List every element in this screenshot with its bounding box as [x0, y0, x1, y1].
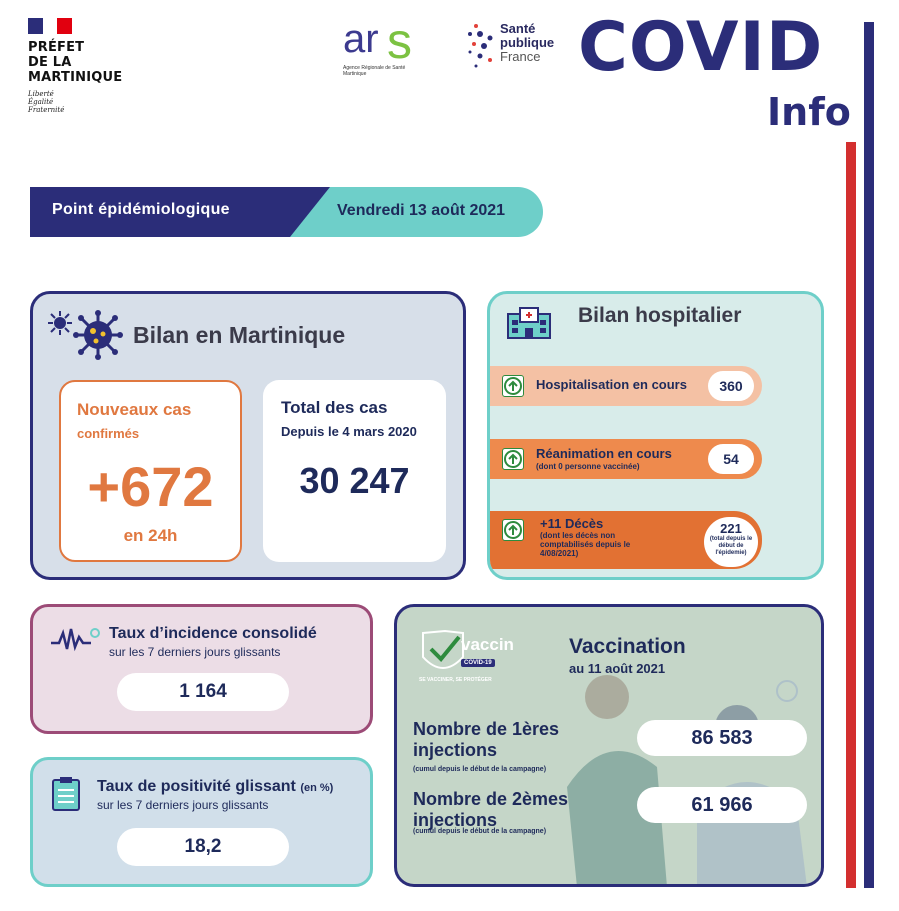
- card-bilan-martinique: [30, 291, 466, 580]
- small-virus-icon: [47, 310, 73, 336]
- deces-row: [490, 511, 762, 569]
- spf-logo: [466, 20, 576, 72]
- total-cas-value: 30 247: [299, 460, 410, 501]
- prefet-line-3: MARTINIQUE: [28, 70, 123, 85]
- positivite-title: [97, 778, 333, 796]
- pulse-icon: [49, 625, 101, 653]
- reanimation-label: Réanimation en cours: [536, 446, 672, 461]
- positivite-sub: sur les 7 derniers jours glissants: [97, 798, 269, 812]
- hospitalisation-value: 360: [708, 371, 754, 401]
- spf-text: Santé publique France: [500, 21, 555, 64]
- prefet-line-1: PRÉFET: [28, 40, 85, 55]
- incidence-value: 1 164: [117, 673, 289, 711]
- nouveaux-cas-title: Nouveaux cas: [77, 400, 192, 419]
- card-bilan-hospitalier: [487, 291, 824, 580]
- ars-logo: [343, 18, 433, 77]
- virus-icon: [73, 310, 123, 360]
- bilan-hospitalier-title: Bilan hospitalier: [578, 304, 742, 327]
- svg-text:s: s: [387, 18, 412, 62]
- deces-value: 221: [720, 521, 742, 536]
- reanimation-value: 54: [708, 444, 754, 474]
- nouveaux-cas-box: [59, 380, 242, 562]
- first-injection-note: (cumul depuis le début de la campagne): [413, 766, 547, 773]
- covid-title: COVID: [578, 8, 824, 87]
- vaccination-date: au 11 août 2021: [569, 661, 666, 676]
- deces-sub: (dont les décès non comptabilisés depuis le 4/08/2021): [540, 531, 631, 558]
- positivite-unit: (en %): [300, 782, 334, 794]
- vaccin-badge-tag: COVID-19: [461, 659, 495, 667]
- second-injection-label: Nombre de 2èmes injections: [413, 789, 569, 830]
- hospitalisation-label: Hospitalisation en cours: [536, 377, 687, 392]
- clipboard-icon: [51, 776, 81, 812]
- deces-value-sub: (total depuis le début de l'épidemie): [709, 536, 753, 556]
- nouveaux-cas-period: en 24h: [123, 526, 178, 545]
- blue-bar: [864, 22, 874, 888]
- banner-title: Point épidémiologique: [52, 201, 230, 218]
- deces-label: +11 Décès: [540, 516, 604, 531]
- vaccin-badge-text: vaccin: [461, 635, 514, 654]
- nouveaux-cas-value: +672: [87, 455, 214, 518]
- arrow-up-icon: [502, 519, 524, 541]
- total-cas-sub: Depuis le 4 mars 2020: [281, 424, 417, 439]
- card-vaccination: [394, 604, 824, 887]
- date-banner: [30, 187, 543, 237]
- svg-text:ar: ar: [343, 18, 379, 61]
- prefet-line-2: DE LA: [28, 55, 72, 70]
- hospitalisation-row: [490, 366, 762, 406]
- first-injection-label: Nombre de 1ères injections: [413, 719, 560, 760]
- arrow-up-icon: [502, 448, 524, 470]
- ars-logo-icon: [343, 18, 433, 62]
- french-flag-icon: [28, 18, 72, 34]
- vaccination-illustration: [547, 667, 824, 887]
- total-cas-title: Total des cas: [281, 398, 388, 417]
- reanimation-sub: (dont 0 personne vaccinée): [536, 462, 640, 471]
- bilan-martinique-title: Bilan en Martinique: [133, 322, 346, 348]
- second-injection-note: (cumul depuis le début de la campagne): [413, 828, 547, 835]
- prefet-logo: [28, 18, 148, 114]
- deces-value-bubble: [704, 517, 758, 567]
- vaccination-title: Vaccination: [569, 635, 686, 658]
- card-taux-positivite: [30, 757, 373, 887]
- spf-dots-icon: [466, 20, 496, 70]
- info-title: Info: [767, 90, 851, 134]
- incidence-title: Taux d’incidence consolidé: [109, 625, 317, 642]
- nouveaux-cas-sub: confirmés: [77, 426, 140, 441]
- vaccin-badge-sub: SE VACCINER, SE PROTÉGER: [419, 677, 492, 683]
- card-taux-incidence: [30, 604, 373, 734]
- ars-subtitle: Agence Régionale de Santé Martinique: [343, 65, 406, 77]
- red-bar: [846, 142, 856, 888]
- reanimation-row: [490, 439, 762, 479]
- second-injection-value: 61 966: [637, 787, 807, 823]
- positivite-title-text: Taux de positivité glissant: [97, 778, 296, 795]
- total-cas-box: [263, 380, 446, 562]
- first-injection-value: 86 583: [637, 720, 807, 756]
- positivite-value: 18,2: [117, 828, 289, 866]
- banner-date: Vendredi 13 août 2021: [337, 202, 506, 219]
- motto: Liberté Égalité Fraternité: [28, 90, 65, 114]
- arrow-up-icon: [502, 375, 524, 397]
- incidence-sub: sur les 7 derniers jours glissants: [109, 645, 281, 659]
- hospital-icon: [506, 306, 552, 340]
